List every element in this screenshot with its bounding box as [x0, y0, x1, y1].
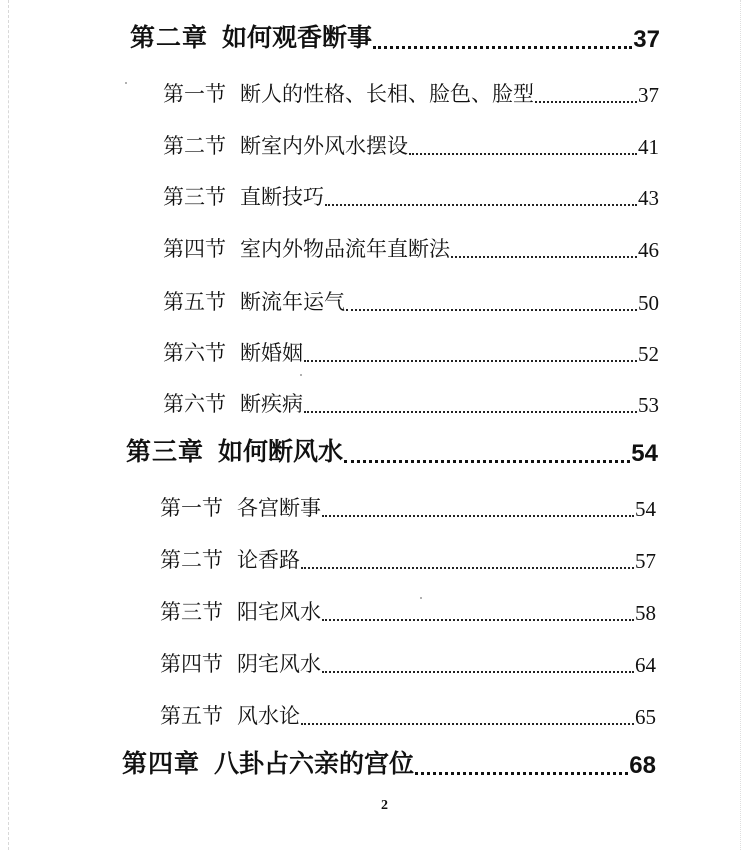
scan-speck [125, 82, 127, 84]
section-label: 第一节 [163, 82, 226, 106]
section-page-number: 37 [638, 83, 659, 107]
section-title: 风水论 [237, 704, 300, 728]
section-label: 第二节 [163, 134, 226, 158]
section-entry [160, 592, 656, 626]
section-label: 第六节 [163, 341, 226, 365]
scan-edge-right [740, 0, 742, 850]
section-entry [163, 282, 659, 316]
chapter-page-number: 68 [629, 752, 656, 779]
section-label: 第三节 [160, 600, 223, 624]
dot-leader [409, 144, 637, 160]
chapter-entry [130, 20, 660, 54]
chapter-label: 第四章 [122, 749, 201, 778]
section-page-number: 58 [635, 601, 656, 625]
section-title: 断疾病 [240, 392, 303, 416]
dot-leader [325, 195, 637, 211]
section-label: 第六节 [163, 392, 226, 416]
section-label: 第四节 [163, 237, 226, 261]
section-title: 各宫断事 [237, 496, 321, 520]
section-entry [163, 384, 659, 418]
section-title: 断人的性格、长相、脸色、脸型 [240, 82, 534, 106]
section-page-number: 54 [635, 497, 656, 521]
chapter-title: 如何断风水 [218, 437, 344, 466]
section-entry [163, 74, 659, 108]
section-entry [163, 177, 659, 211]
section-title: 室内外物品流年直断法 [240, 237, 450, 261]
section-label: 第三节 [163, 185, 226, 209]
section-entry [163, 126, 659, 160]
section-label: 第四节 [160, 652, 223, 676]
dot-leader [344, 452, 630, 468]
dot-leader [322, 506, 634, 522]
dot-leader [322, 662, 634, 678]
dot-leader [322, 610, 634, 626]
dot-leader [451, 247, 637, 263]
section-title: 阴宅风水 [237, 652, 321, 676]
chapter-label: 第二章 [130, 23, 209, 52]
dot-leader [301, 714, 634, 730]
chapter-entry [122, 746, 656, 780]
chapter-label: 第三章 [126, 437, 205, 466]
chapter-page-number: 54 [631, 440, 658, 467]
chapter-page-number: 37 [633, 26, 660, 53]
dot-leader [415, 764, 628, 780]
dot-leader [346, 300, 637, 316]
section-page-number: 64 [635, 653, 656, 677]
section-title: 论香路 [237, 548, 300, 572]
section-page-number: 52 [638, 342, 659, 366]
chapter-title: 八卦占六亲的宫位 [214, 749, 415, 778]
page-number: 2 [381, 798, 388, 813]
chapter-entry [126, 434, 658, 468]
section-label: 第二节 [160, 548, 223, 572]
section-page-number: 57 [635, 549, 656, 573]
dot-leader [535, 92, 637, 108]
section-page-number: 41 [638, 135, 659, 159]
section-page-number: 53 [638, 393, 659, 417]
scan-edge-left [8, 0, 10, 850]
section-page-number: 43 [638, 186, 659, 210]
section-page-number: 50 [638, 291, 659, 315]
section-entry [160, 644, 656, 678]
section-title: 断流年运气 [240, 290, 345, 314]
chapter-title: 如何观香断事 [222, 23, 373, 52]
section-title: 直断技巧 [240, 185, 324, 209]
dot-leader [304, 402, 637, 418]
section-entry [160, 696, 656, 730]
section-title: 阳宅风水 [237, 600, 321, 624]
section-entry [160, 540, 656, 574]
dot-leader [304, 351, 637, 367]
section-label: 第五节 [163, 290, 226, 314]
scan-speck [300, 374, 302, 376]
section-label: 第五节 [160, 704, 223, 728]
dot-leader [301, 558, 634, 574]
section-page-number: 46 [638, 238, 659, 262]
section-title: 断室内外风水摆设 [240, 134, 408, 158]
dot-leader [373, 38, 632, 54]
section-title: 断婚姻 [240, 341, 303, 365]
section-entry [160, 488, 656, 522]
section-entry [163, 229, 659, 263]
section-label: 第一节 [160, 496, 223, 520]
section-entry [163, 333, 659, 367]
section-page-number: 65 [635, 705, 656, 729]
